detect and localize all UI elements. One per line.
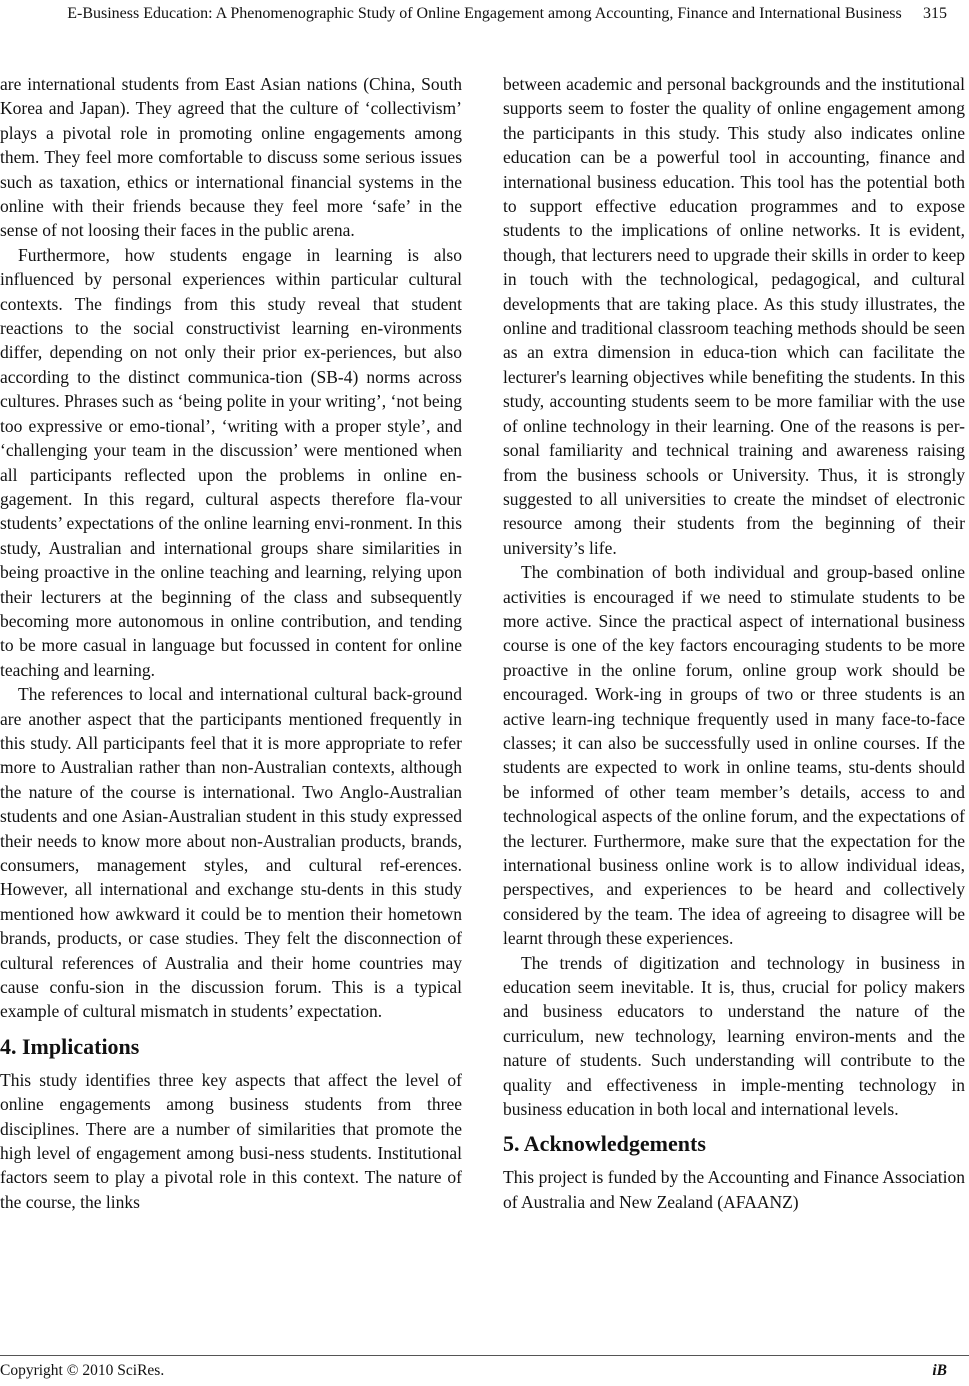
copyright-notice: Copyright © 2010 SciRes.: [0, 1362, 165, 1379]
running-title: E-Business Education: A Phenomenographic Study of Online Engagement among Accounting, Finance and International Business: [67, 5, 902, 22]
running-header: [0, 4, 969, 23]
paragraph: This project is funded by the Accounting and Finance Association of Australia and New Zealand (AFAANZ): [503, 1167, 965, 1212]
section-heading-acknowledgements: 5. Acknowledgements: [503, 1131, 706, 1157]
paragraph: are international students from East Asian nations (China, South Korea and Japan). They agreed that the culture of ‘collectivism’ plays a pivotal role in promoting online engagements among them. They feel more comfortable to discuss some serious issues such as taxation, ethics or international financial systems in the online with their friends because they feel more ‘safe’ in the sense of not loosing their faces in the public arena.: [0, 74, 462, 241]
paragraph: The trends of digitization and technology in business in education seem inevitable. It is, thus, crucial for policy makers and business educators to understand the nature of the curriculum, new technology, learning environ-ments and the nature of students. Such understanding will contribute to the quality and effectiveness in imple-menting technology in business education in both local and international levels.: [503, 952, 965, 1120]
right-column: [503, 72, 965, 1214]
page-number: 315: [923, 5, 947, 22]
footer-divider: [0, 1355, 969, 1356]
paragraph: The combination of both individual and group-based online activities is encouraged if we need to stimulate students to be more active. Since the practical aspect of international business course is one of the key factors encouraging students to be more proactive in the online forum, online group work should be encouraged. Work-ing in groups of two or three students is an active learn-ing technique frequently used in many face-to-face classes; it can also be successfully used in online courses. If the students are expected to work in online teams, stu-dents should be informed of other team member’s details, access to and technological aspects of the online forum, and the expectations of the lecturer. Furthermore, make sure that the expectation for the international business online work is to allow individual ideas, perspectives, and experiences to be heard and collectively considered by the team. The idea of agreeing to disagree will be learnt through these experiences.: [503, 562, 965, 949]
paragraph: between academic and personal backgrounds and the institutional supports seem to foster the quality of online engagement among the participants in this study. This study also indicates online education can be a powerful tool in accounting, finance and international business education. This tool has the potential both to support effective education programmes and to expose students to the implications of online networks. It is evident, though, that lecturers need to upgrade their skills in order to keep in touch with the technological, pedagogical, and cultural developments that are taking place. As this study illustrates, the online and traditional classroom teaching methods should be seen as an extra dimension in educa-tion which can facilitate the lecturer's learning objectives while benefiting the students. In this study, accounting students seem to be more familiar with the use of online technology in their learning. One of the reasons is per-sonal familiarity and technical training and awareness raising from the business schools or University. Thus, it is strongly suggested to all universities to create the mindset of electronic resource among their students from the beginning of their university’s life.: [503, 74, 965, 558]
paragraph: This study identifies three key aspects that affect the level of online engagements among business students from three disciplines. There are a number of similarities that promote the high level of engagement among busi-ness students. Institutional factors seem to play a pivotal role in this context. The nature of the course, the links: [0, 1069, 462, 1212]
journal-abbreviation: iB: [932, 1362, 947, 1379]
paragraph: The references to local and international cultural back-ground are another aspect that the participants mentioned frequently in this study. All participants feel that it is more appropriate to refer more to Australian rather than non-Australian contexts, although the nature of the course is international. Two Anglo-Australian students and one Asian-Australian student in this study expressed their needs to know more about non-Australian products, brands, consumers, management styles, and cultural ref-erences. However, all international and exchange stu-dents in this study mentioned how awkward it could be to mention their hometown brands, products, or case studies. They felt the disconnection of cultural references of Australia and their home countries may cause confu-sion in the discussion forum. This is a typical example of cultural mismatch in students’ expectation.: [0, 684, 462, 1022]
paragraph: Furthermore, how students engage in learning is also influenced by personal experiences within particular cultural contexts. The findings from this study reveal that student reactions to the social constructivist learning en-vironments differ, depending on not only their prior ex-periences, but also according to the distinct communica-tion (SB-4) norms across cultures. Phrases such as ‘being polite in your writing’, ‘not being too expressive or emo-tional’, ‘writing with a proper style’, and ‘challenging your team in the discussion’ were mentioned when all participants reflected upon the problems in online en-gagement. In this regard, cultural aspects therefore fla-vour students’ expectations of the online learning envi-ronment. In this study, Australian and international groups share similarities in being proactive in the online teaching and learning, relying upon their lecturers at the beginning of the class and subsequently becoming more autonomous in online contribution, and tending to be more casual in language but focussed in content for online teaching and learning.: [0, 244, 462, 680]
section-heading-implications: 4. Implications: [0, 1033, 140, 1059]
left-column: [0, 72, 462, 1214]
